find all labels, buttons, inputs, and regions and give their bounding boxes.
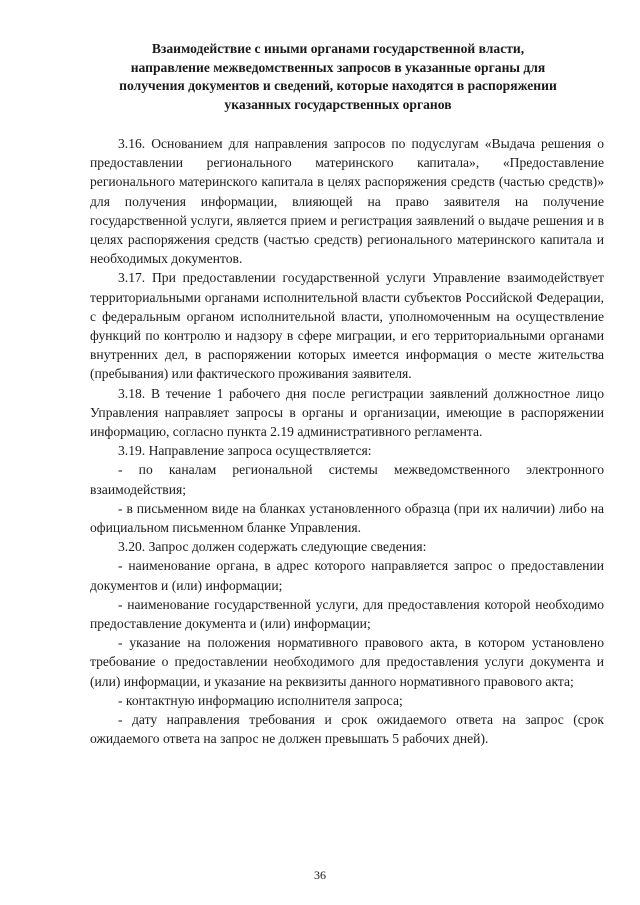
list-item: - контактную информацию исполнителя запроса; [118, 692, 403, 708]
paragraph-3-19: 3.19. Направление запроса осуществляется: [118, 443, 372, 459]
heading-line: получения документов и сведений, которые находятся в распоряжении [119, 78, 557, 93]
paragraph-3-20: 3.20. Запрос должен содержать следующие сведения: [118, 539, 427, 555]
list-item: - по каналам региональной системы межведомственного электронного взаимодействия; [90, 462, 604, 497]
list-item: - дату направления требования и срок ожидаемого ответа на запрос (срок ожидаемого ответа на запрос не должен превышать 5 рабочих дней). [90, 712, 604, 747]
paragraph-3-16: 3.16. Основанием для направления запросов по подуслугам «Выдача решения о предоставлении регионального материнского капитала», «Предоставление регионального материнского капитала в целях распоряжения средств (частью средств)» для получения информации, влияющей на право заявителя на получение государственной услуги, является прием и регистрация заявлений о выдаче решения и в целях распоряжения средств (частью средств) регионального материнского капитала и необходимых документов. [90, 136, 604, 267]
list-item: - указание на положения нормативного правового акта, в котором установлено требование о предоставлении необходимого для предоставления услуги документа и (или) информации, и указание на реквизиты данного нормативного правового акта; [90, 635, 604, 689]
paragraph-3-18: 3.18. В течение 1 рабочего дня после регистрации заявлений должностное лицо Управления направляет запросы в органы и организации, имеющие в распоряжении информацию, согласно пункта 2.19 административного регламента. [90, 385, 604, 440]
list-item: - наименование органа, в адрес которого направляется запрос о предоставлении документов и (или) информации; [90, 558, 604, 593]
document-body [90, 134, 604, 749]
heading-line: указанных государственных органов [224, 96, 452, 112]
paragraph-3-17: 3.17. При предоставлении государственной услуги Управление взаимодействует территориальными органами исполнительной власти субъектов Российской Федерации, с федеральным органом исполнительной власти, уполномоченным на осуществление функций по контролю и надзору в сфере миграции, и его территориальными органами внутренних дел, в распоряжении которых имеется информация о месте жительства (пребывания) или фактического проживания заявителя. [90, 270, 604, 382]
list-item: - в письменном виде на бланках установленного образца (при их наличии) либо на официальном письменном бланке Управления. [90, 500, 604, 536]
list-item: - наименование государственной услуги, для предоставления которой необходимо предоставление документа и (или) информации; [90, 596, 604, 632]
page-number: 36 [314, 868, 326, 882]
heading-line: направление межведомственных запросов в указанные органы для [130, 59, 546, 75]
section-heading [88, 40, 588, 114]
heading-line: Взаимодействие с иными органами государственной власти, [151, 41, 525, 56]
